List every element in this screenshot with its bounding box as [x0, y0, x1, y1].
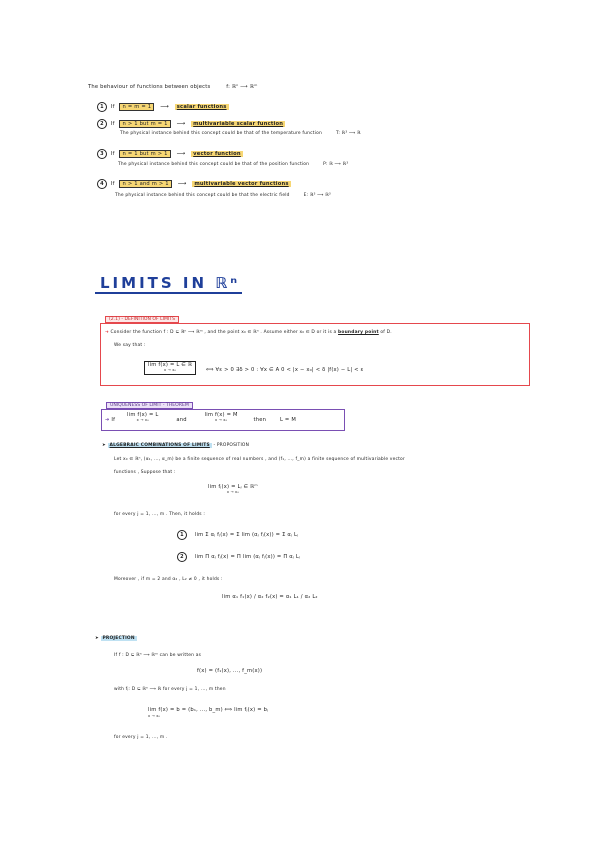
projection-heading: ➤ PROJECTION [95, 636, 135, 641]
algebraic-forevery: for every j = 1, ..., m . Then, it holds : [114, 512, 206, 517]
uniqueness-tag: UNIQUENESS OF LIMIT - THEOREM [106, 402, 193, 409]
algebraic-line-2: functions , Suppose that : [114, 470, 176, 475]
case-condition: n > 1 and m > 1 [119, 180, 171, 188]
case-result: multivariable vector functions [194, 181, 289, 187]
case-number: 3 [97, 149, 107, 159]
algebraic-tag: ALGEBRAIC COMBINATIONS OF LIMITS [109, 443, 210, 448]
case-number: 4 [97, 179, 107, 189]
case-result: scalar functions [176, 104, 227, 110]
boundary-point-term: boundary point [338, 330, 379, 335]
definition-limit: lim f(x) = L ∈ ℝ x → x₀ ⟺ ∀ε > 0 ∃δ > 0 : ∀x ∈ A 0 < |x − x₀| < δ |f(x) − L| < ε [144, 361, 364, 375]
property-2: 2 lim Π αⱼ fⱼ(x) = Π lim (αⱼ fⱼ(x)) = Π αⱼ Lⱼ [177, 552, 300, 562]
case-result: vector function [193, 151, 241, 157]
algebraic-limit: lim fⱼ(x) = Lⱼ ∈ ℝᵐ x → x₀ [208, 484, 258, 494]
projection-fx: f(x) = (f₁(x), ..., f_m(x)) [197, 668, 263, 674]
page-title: LIMITS IN ℝⁿ [100, 274, 241, 292]
case-result: multivariable scalar function [193, 121, 284, 127]
property-1: 1 lim Σ αⱼ fⱼ(x) = Σ lim (αⱼ fⱼ(x)) = Σ αⱼ Lⱼ [177, 530, 298, 540]
projection-tag: PROJECTION [102, 636, 135, 641]
algebraic-moreover: Moreover , if m = 2 and α₂ , L₂ ≠ 0 , it holds : [114, 577, 223, 582]
title-underline [95, 292, 242, 294]
case-condition: n = 1 but m > 1 [119, 150, 170, 158]
algebraic-heading: ➤ ALGEBRAIC COMBINATIONS OF LIMITS - PROPOSITION [102, 443, 250, 448]
case-4: 4 If n > 1 and m > 1 ⟶ multivariable vector functions [97, 179, 291, 189]
algebraic-line-1: Let x₀ ∈ ℝⁿ, (α₁, ..., α_m) be a finite sequence of real numbers , and (f₁, ..., f_m) a finite sequence of multivariable vector [114, 457, 405, 462]
definition-tag: (2.1) - DEFINITION OF LIMITS [105, 316, 179, 323]
case-1: 1 If n = m = 1 ⟶ scalar functions [97, 102, 229, 112]
case-number: 2 [97, 119, 107, 129]
projection-with: with fⱼ: D ⊆ ℝⁿ ⟶ ℝ for every j = 1, ..., m then [114, 687, 226, 692]
case-3-desc: The physical instance behind this concept could be that of the position function P: ℝ ⟶ ℝ³ [118, 162, 349, 167]
definition-line-1: ➜ Consider the function f : D ⊆ ℝⁿ ⟶ ℝᵐ , and the point x₀ ∈ ℝⁿ . Assume either x₀ ∈ D or it is a boundary point of D. [105, 330, 392, 335]
case-3: 3 If n = 1 but m > 1 ⟶ vector function [97, 149, 243, 159]
projection-line-1: If f : D ⊆ ℝⁿ ⟶ ℝᵐ can be written as [114, 653, 202, 658]
quotient-limit: lim α₁ f₁(x) / α₂ f₂(x) = α₁ L₁ / α₂ L₂ [222, 594, 318, 600]
case-number: 1 [97, 102, 107, 112]
case-condition: n > 1 but m = 1 [119, 120, 170, 128]
definition-line-2: We say that : [114, 343, 146, 348]
projection-forevery: for every j = 1, ..., m . [114, 735, 168, 740]
projection-equiv: lim f(x) = b = (b₁, ..., b_m) ⟺ lim fⱼ(x) = bⱼ x → x₀ [148, 707, 269, 718]
case-2-desc: The physical instance behind this concept could be that of the temperature function T: ℝ³ ⟶ ℝ [120, 131, 361, 136]
case-2: 2 If n > 1 but m = 1 ⟶ multivariable scalar function [97, 119, 285, 129]
case-4-desc: The physical instance behind this concept could be that the electric field E: ℝ³ ⟶ ℝ³ [115, 193, 331, 198]
uniqueness-statement: ➜ If lim f(x) = L x → x₀ and lim f(x) = M x → x₀ then L = M [105, 412, 296, 423]
case-condition: n = m = 1 [119, 103, 154, 111]
intro-line: The behaviour of functions between objects f: ℝⁿ ⟶ ℝᵐ [88, 84, 258, 90]
